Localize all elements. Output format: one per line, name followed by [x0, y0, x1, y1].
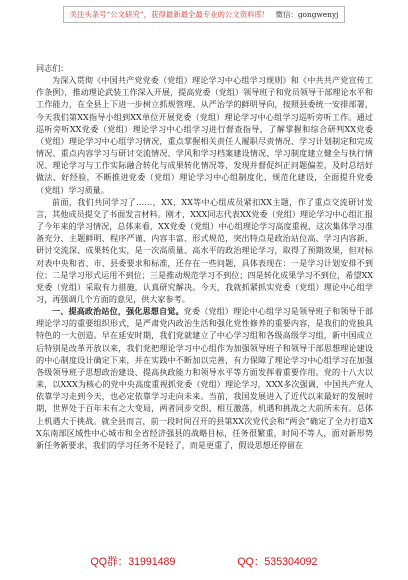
banner-text: 关注头条号“公文研究”，获得最新最全最专业的公文资料库！ [69, 9, 270, 19]
document-page [36, 62, 373, 537]
qq-number: QQ：535304092 [237, 556, 318, 568]
qq-group: QQ群：31991489 [90, 556, 176, 568]
section-1-paragraph [36, 305, 373, 451]
top-banner [0, 0, 408, 28]
banner-notice [63, 6, 346, 23]
paragraph-summary: 前面，我们共同学习了……，XX、XX等中心组成员紧扣XX主题，作了重点交流研讨发言，其他成员提交了书面发言材料。刚才，XXX同志代表XX党委（党组）理论学习中心组汇报了今年来的学习情况，总体来看，XX党委（党组）中心组理论学习高度重视，这次集体学习准备充分、主题鲜明、程序严谨、内容丰富、形式规范，突出特点是政治站位高、学习内容新、研讨交流深、成果转化实，是一次高质量、高水平的政治理论学习，取得了预期效果，但对标对表中央和省、市、县委要求和标准，还存在一些问题，具体表现在：一是学习计划安排不到位；二是学习形式运用不到位；三是推动规范学习不到位；四是转化成果学习不到位，希望XX党委（党组）采取有力措施，认真研究解决。今天，我就抓紧抓实党委（党组）理论中心组学习，再强调几个方面的意见，供大家参考。 [36, 196, 373, 304]
salutation: 同志们： [36, 63, 69, 73]
section-1-body: 党委（党组）理论中心组学习是领导班子和领导干部理论学习的重要组织形式，是严肃党内政治生活和强化党性修养的重要内容，是我们的党独具特色的一大创造。早在延安时期，我们党就建立了中心学习组和各级高级学习组，新中国成立后特别是改革开放以来，我们党把理论学习中心组作为加强领导班子和领导干部思想理论建设的中心制度设计确定下来，并在实践中不断加以完善，有力保障了理论学习中心组学习在加强各级领导班子思想政治建设、提高执政能力和领导水平等方面发挥着重要作用。党的十八大以来，以XXX为核心的党中央高度重视抓党委（党组）理论学习，XXX多次强调，中国共产党人依靠学习走到今天，也必定依靠学习走向未来。当前，我国发展进入了近代以来最好的发展时期，世界处于百年未有之大变局，两者同步交织、相互激荡，机遇和挑战之大前所未有。总体上机遇大于挑战。就全县而言，前一段时间召开的县第XX次党代会和“两会”确定了全力打造XX东南部区域性中心城市和全省经济强县的战略目标，任务很繁重，时间不等人，面对新形势新任务新要求，我们的学习任务不是轻了，而是更重了，假设思想还停留在 [36, 306, 373, 450]
paragraph-intro: 为深入贯彻《中国共产党党委（党组）理论学习中心组学习规则》和《中共共产党宣传工作条例》，推动理论武装工作深入开展，提高党委（党组）领导班子和党员领导干部理论水平和工作能力，在全县上下进一步树立抓规管理、从严治学的鲜明导向，按照县委统一安排部署，今天我们第XX指导小组到XX单位开展党委（党组）理论学习中心组学习巡听旁听工作。通过巡听旁听XX党委（党组）理论学习中心组学习进行督查指导，了解掌握和综合研判XX党委（党组）理论学习中心组学习情况，重点掌握相关责任人履职尽责情况、学习计划制定和完成情况、重点内容学习与研讨交流情况、学风和学习档案建设情况、学习制度建立健全与执行情况、理论学习与工作实际融合转化与成果转化情况等，发现并督促纠正问题偏差，及时总结好做法、好经验，不断推进党委（党组）理论学习中心组制度化、规范化建设，全面提升党委（党组）学习质量。 [36, 75, 373, 195]
banner-contact: 微信：gongwenyj [275, 9, 339, 19]
footer-contacts [0, 554, 408, 572]
section-1-heading: 一、提高政治站位，强化思想自觉。 [52, 306, 184, 317]
